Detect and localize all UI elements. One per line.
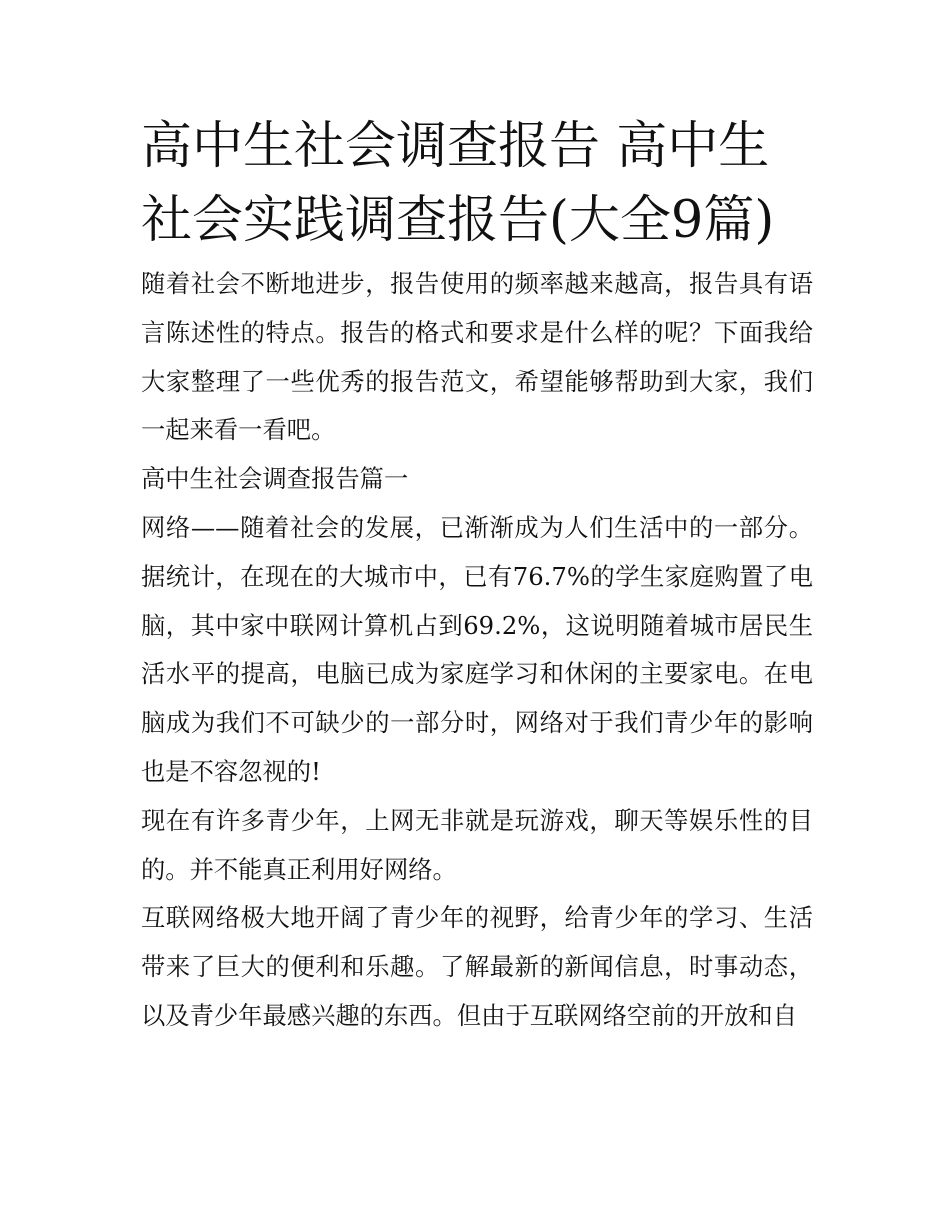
body-paragraph: 现在有许多青少年，上网无非就是玩游戏，聊天等娱乐性的目的。并不能真正利用好网络。 <box>141 805 813 884</box>
section-heading: 高中生社会调查报告篇一 <box>141 464 409 494</box>
body-paragraph: 网络——随着社会的发展，已渐渐成为人们生活中的一部分。据统计，在现在的大城市中，已有76.7%的学生家庭购置了电脑，其中家中联网计算机占到69.2%，这说明随着城市居民生活水平的提高，电脑已成为家庭学习和休闲的主要家电。在电脑成为我们不可缺少的一部分时，网络对于我们青少年的影响也是不容忽视的! <box>141 512 813 786</box>
body-paragraph: 互联网络极大地开阔了青少年的视野，给青少年的学习、生活带来了巨大的便利和乐趣。了解最新的新闻信息，时事动态，以及青少年最感兴趣的东西。但由于互联网络空前的开放和自 <box>141 903 813 1030</box>
document-body <box>141 110 813 1041</box>
document-title: 高中生社会调查报告 高中生社会实践调查报告(大全9篇) <box>141 117 775 250</box>
intro-paragraph: 随着社会不断地进步，报告使用的频率越来越高，报告具有语言陈述性的特点。报告的格式和要求是什么样的呢？下面我给大家整理了一些优秀的报告范文，希望能够帮助到大家，我们一起来看一看吧。 <box>141 269 813 445</box>
